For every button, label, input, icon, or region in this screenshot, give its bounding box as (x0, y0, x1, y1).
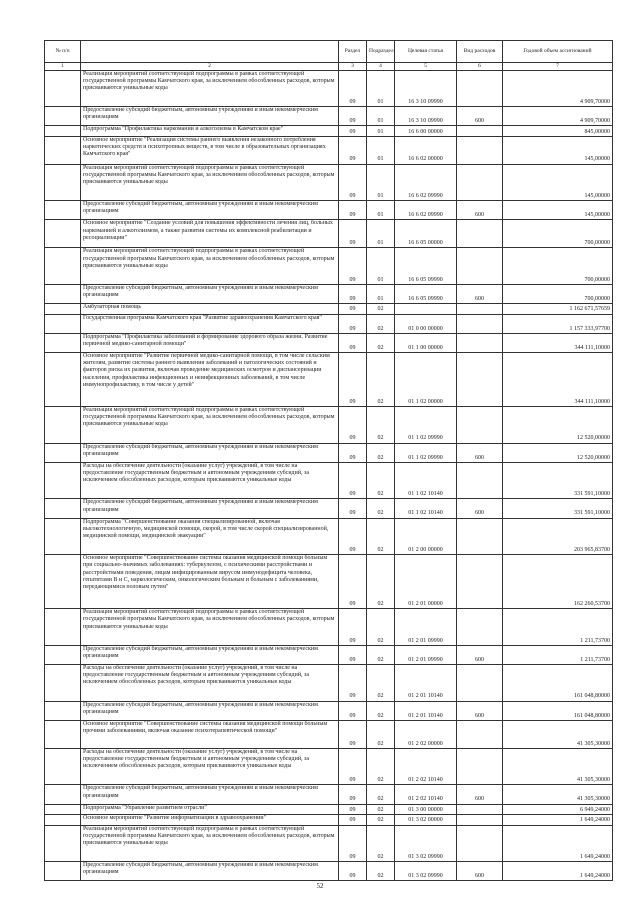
row-name-cell: Предоставление субсидий бюджетным, автономным учреждениям и иным некоммерческим организациям (81, 201, 339, 220)
table-row (45, 862, 613, 881)
row-number-cell (45, 284, 81, 303)
row-number-cell (45, 164, 81, 201)
row-number-cell (45, 407, 81, 444)
row-name-cell: Предоставление субсидий бюджетным, автономным учреждениям и иным некоммерческим организациям (81, 107, 339, 126)
row-target-cell: 16 3 10 09990 (395, 107, 457, 126)
row-expense-cell (457, 136, 503, 164)
row-name-cell: Основное мероприятие "Развитие информатизации в здравоохранении" (81, 815, 339, 826)
header-index: 6 (457, 63, 503, 71)
row-number-cell (45, 314, 81, 333)
row-subsection-cell: 02 (367, 555, 395, 609)
row-expense-cell: 600 (457, 785, 503, 804)
row-number-cell (45, 815, 81, 826)
row-target-cell: 01 1 02 09990 (395, 407, 457, 444)
row-expense-cell: 600 (457, 443, 503, 462)
row-section-cell: 09 (339, 284, 367, 303)
row-expense-cell (457, 407, 503, 444)
row-target-cell: 01 1 02 00000 (395, 353, 457, 407)
row-name-cell: Предоставление субсидий бюджетным, автономным учреждениям и иным некоммерческим организациям (81, 443, 339, 462)
row-section-cell: 09 (339, 815, 367, 826)
row-subsection-cell: 02 (367, 862, 395, 881)
row-subsection-cell: 02 (367, 645, 395, 664)
row-name-cell: Предоставление субсидий бюджетным, автономным учреждениям и иным некоммерческим организациям (81, 499, 339, 518)
header-index: 7 (503, 63, 613, 71)
row-name-cell: Расходы на обеспечение деятельности (оказание услуг) учреждений, в том числе на предоставление государственным бюджетным и автономным учреждениям субсидий, за исключением обособленных расходов, которым присваиваются уникальные коды (81, 748, 339, 785)
row-expense-cell (457, 825, 503, 862)
row-subsection-cell: 02 (367, 785, 395, 804)
row-subsection-cell: 02 (367, 701, 395, 720)
row-section-cell: 09 (339, 862, 367, 881)
row-amount-cell: 331 591,10000 (503, 499, 613, 518)
table-row (45, 126, 613, 137)
row-expense-cell (457, 720, 503, 748)
table-row (45, 70, 613, 107)
row-expense-cell (457, 304, 503, 315)
row-target-cell: 16 3 10 09990 (395, 70, 457, 107)
row-number-cell (45, 107, 81, 126)
row-target-cell: 01 2 00 00000 (395, 518, 457, 555)
row-section-cell: 09 (339, 333, 367, 352)
row-amount-cell: 1 157 333,97700 (503, 314, 613, 333)
row-name-cell: Реализация мероприятий соответствующей подпрограммы в рамках соответствующей государственной программы Камчатского края, за исключением обособленных расходов, которым присваиваются уникальные коды (81, 609, 339, 646)
row-section-cell: 09 (339, 701, 367, 720)
table-row (45, 785, 613, 804)
row-subsection-cell: 02 (367, 499, 395, 518)
row-name-cell: Основное мероприятие "Совершенствование системы оказания медицинской помощи больным прочими заболеваниями, включая оказание психотерапевтической помощи" (81, 720, 339, 748)
header-expense: Вид расходов (457, 41, 503, 63)
row-subsection-cell: 02 (367, 314, 395, 333)
row-number-cell (45, 443, 81, 462)
row-target-cell: 01 2 01 10140 (395, 701, 457, 720)
row-name-cell: Подпрограмма "Профилактика заболеваний и формирование здорового образа жизни. Развитие первичной медико-санитарной помощи" (81, 333, 339, 352)
table-row (45, 720, 613, 748)
row-section-cell: 09 (339, 665, 367, 702)
row-section-cell: 09 (339, 609, 367, 646)
row-amount-cell: 145,00000 (503, 136, 613, 164)
row-expense-cell (457, 518, 503, 555)
row-target-cell: 01 3 00 00000 (395, 804, 457, 815)
row-amount-cell: 12 520,00000 (503, 407, 613, 444)
row-amount-cell: 12 520,00000 (503, 443, 613, 462)
row-number-cell (45, 701, 81, 720)
row-expense-cell: 600 (457, 701, 503, 720)
row-section-cell: 09 (339, 462, 367, 499)
row-amount-cell: 4 909,70000 (503, 70, 613, 107)
row-amount-cell: 1 162 671,57659 (503, 304, 613, 315)
row-amount-cell: 41 305,30000 (503, 748, 613, 785)
row-section-cell: 09 (339, 248, 367, 285)
row-target-cell: 01 2 01 00000 (395, 555, 457, 609)
row-target-cell: 01 1 00 00000 (395, 333, 457, 352)
row-number-cell (45, 785, 81, 804)
row-subsection-cell: 01 (367, 164, 395, 201)
row-number-cell (45, 70, 81, 107)
row-amount-cell: 700,00000 (503, 248, 613, 285)
row-name-cell: Предоставление субсидий бюджетным, автономным учреждениям и иным некоммерческим организациям (81, 284, 339, 303)
row-target-cell: 01 0 00 00000 (395, 314, 457, 333)
row-amount-cell: 4 909,70000 (503, 107, 613, 126)
row-number-cell (45, 665, 81, 702)
row-section-cell: 09 (339, 645, 367, 664)
row-subsection-cell: 02 (367, 462, 395, 499)
row-expense-cell: 600 (457, 499, 503, 518)
header-subsection: Подраздел (367, 41, 395, 63)
table-row (45, 220, 613, 248)
row-name-cell: Расходы на обеспечение деятельности (оказание услуг) учреждений, в том числе на предоставление государственным бюджетным и автономным учреждениям субсидий, за исключением обособленных расходов, которым присваиваются уникальные коды (81, 462, 339, 499)
row-target-cell: 16 6 05 00000 (395, 220, 457, 248)
row-subsection-cell: 02 (367, 443, 395, 462)
row-section-cell: 09 (339, 70, 367, 107)
table-row (45, 609, 613, 646)
row-section-cell: 09 (339, 785, 367, 804)
row-expense-cell (457, 804, 503, 815)
row-number-cell (45, 825, 81, 862)
row-expense-cell: 600 (457, 107, 503, 126)
table-row (45, 665, 613, 702)
row-target-cell: 16 6 02 00000 (395, 136, 457, 164)
row-target-cell: 16 6 02 09990 (395, 201, 457, 220)
row-target-cell: 01 3 02 00000 (395, 815, 457, 826)
row-target-cell: 01 1 02 09990 (395, 443, 457, 462)
row-subsection-cell: 01 (367, 126, 395, 137)
row-expense-cell (457, 609, 503, 646)
row-number-cell (45, 645, 81, 664)
row-target-cell: 01 3 02 09990 (395, 862, 457, 881)
header-number: № п/п (45, 41, 81, 63)
row-amount-cell: 331 591,10000 (503, 462, 613, 499)
row-amount-cell: 41 305,30000 (503, 720, 613, 748)
table-row (45, 815, 613, 826)
table-row (45, 353, 613, 407)
table-header (45, 41, 613, 71)
row-name-cell: Государственная программа Камчатского края "Развитие здравоохранения Камчатского края" (81, 314, 339, 333)
row-number-cell (45, 518, 81, 555)
row-number-cell (45, 353, 81, 407)
row-name-cell: Основное мероприятие "Развитие первичной медико-санитарной помощи, в том числе сельским жителям, развитие системы раннего выявления заболеваний и патологических состояний и факторов риска их развития, включая проведение медицинских осмотров и диспансеризации населения, профилактика инфекционных и неинфекционных заболеваний, в том числе иммунопрофилактику, в том числе у детей" (81, 353, 339, 407)
table-row (45, 333, 613, 352)
row-target-cell: 16 6 05 09990 (395, 248, 457, 285)
row-subsection-cell: 02 (367, 333, 395, 352)
row-name-cell: Предоставление субсидий бюджетным, автономным учреждениям и иным некоммерческим организациям (81, 862, 339, 881)
row-expense-cell (457, 555, 503, 609)
row-target-cell: 01 2 01 09990 (395, 645, 457, 664)
row-expense-cell (457, 248, 503, 285)
row-expense-cell (457, 353, 503, 407)
row-target-cell: 01 2 01 10140 (395, 665, 457, 702)
table-row (45, 136, 613, 164)
row-amount-cell: 344 111,10000 (503, 333, 613, 352)
row-expense-cell (457, 126, 503, 137)
header-index: 1 (45, 63, 81, 71)
row-subsection-cell: 02 (367, 804, 395, 815)
header-index: 3 (339, 63, 367, 71)
row-number-cell (45, 555, 81, 609)
table-row (45, 701, 613, 720)
table-row (45, 201, 613, 220)
header-name (81, 41, 339, 63)
row-amount-cell: 1 649,24000 (503, 825, 613, 862)
row-amount-cell: 1 211,73700 (503, 645, 613, 664)
row-amount-cell: 344 111,10000 (503, 353, 613, 407)
row-amount-cell: 145,00000 (503, 201, 613, 220)
header-target: Целевая статья (395, 41, 457, 63)
row-section-cell: 09 (339, 518, 367, 555)
row-target-cell: 01 2 02 00000 (395, 720, 457, 748)
header-index: 2 (81, 63, 339, 71)
row-expense-cell (457, 164, 503, 201)
row-subsection-cell: 01 (367, 201, 395, 220)
row-name-cell: Основное мероприятие "Реализация системы раннего выявления незаконного потребления наркотических средств и психотропных веществ, в том числе в образовательных организациях Камчатского края" (81, 136, 339, 164)
row-subsection-cell: 01 (367, 248, 395, 285)
row-expense-cell (457, 333, 503, 352)
row-name-cell: Предоставление субсидий бюджетным, автономным учреждениям и иным некоммерческим организациям (81, 785, 339, 804)
row-name-cell: Реализация мероприятий соответствующей подпрограммы в рамках соответствующей государственной программы Камчатского края, за исключением обособленных расходов, которым присваиваются уникальные коды (81, 248, 339, 285)
row-target-cell: 01 2 02 10140 (395, 748, 457, 785)
row-name-cell: Подпрограмма "Совершенствование оказания специализированной, включая высокотехнологичную, медицинской помощи, скорой, в том числе скорой специализированной, медицинской помощи, медицинской эвакуации" (81, 518, 339, 555)
row-amount-cell: 161 048,80000 (503, 701, 613, 720)
row-name-cell: Реализация мероприятий соответствующей подпрограммы в рамках соответствующей государственной программы Камчатского края, за исключением обособленных расходов, которым присваиваются уникальные коды (81, 70, 339, 107)
row-name-cell: Подпрограмма "Управление развитием отрасли" (81, 804, 339, 815)
row-section-cell: 09 (339, 126, 367, 137)
row-section-cell: 09 (339, 499, 367, 518)
row-number-cell (45, 609, 81, 646)
row-name-cell: Амбулаторная помощь (81, 304, 339, 315)
table-body (45, 70, 613, 881)
row-amount-cell: 700,00000 (503, 220, 613, 248)
row-amount-cell: 1 649,24000 (503, 815, 613, 826)
table-row (45, 804, 613, 815)
table-row (45, 304, 613, 315)
row-expense-cell: 600 (457, 862, 503, 881)
row-amount-cell: 700,00000 (503, 284, 613, 303)
page-number: 52 (316, 882, 324, 890)
row-section-cell: 09 (339, 220, 367, 248)
row-amount-cell: 161 048,80000 (503, 665, 613, 702)
row-number-cell (45, 804, 81, 815)
row-target-cell: 01 1 02 10140 (395, 499, 457, 518)
row-target-cell: 01 2 02 10140 (395, 785, 457, 804)
row-name-cell: Основное мероприятие "Совершенствование системы оказания медицинской помощи больным при социально-значимых заболеваниях: туберкулезом, с психическими расстройствами и расстройствами поведения, лицам инфицированным вирусом иммунодефицита человека, гепатитами В и С, наркологическим, онкологическим больным и больным с заболеваниями, передающимися половым путем" (81, 555, 339, 609)
row-subsection-cell: 02 (367, 353, 395, 407)
row-subsection-cell: 02 (367, 665, 395, 702)
row-name-cell: Реализация мероприятий соответствующей подпрограммы в рамках соответствующей государственной программы Камчатского края, за исключением обособленных расходов, которым присваиваются уникальные коды (81, 825, 339, 862)
row-section-cell: 09 (339, 304, 367, 315)
table-row (45, 748, 613, 785)
table-row (45, 462, 613, 499)
row-expense-cell (457, 70, 503, 107)
row-subsection-cell: 01 (367, 220, 395, 248)
table-row (45, 248, 613, 285)
row-section-cell: 09 (339, 201, 367, 220)
row-expense-cell (457, 748, 503, 785)
row-amount-cell: 1 211,73700 (503, 609, 613, 646)
row-section-cell: 09 (339, 353, 367, 407)
row-subsection-cell: 02 (367, 825, 395, 862)
row-target-cell: 01 3 02 09990 (395, 825, 457, 862)
row-expense-cell (457, 220, 503, 248)
table-row (45, 314, 613, 333)
table-row (45, 443, 613, 462)
row-subsection-cell: 02 (367, 609, 395, 646)
row-subsection-cell: 02 (367, 720, 395, 748)
row-name-cell: Подпрограмма "Профилактика наркомании и алкоголизма в Камчатском крае" (81, 126, 339, 137)
header-index: 4 (367, 63, 395, 71)
row-amount-cell: 1 649,24000 (503, 862, 613, 881)
row-subsection-cell: 02 (367, 407, 395, 444)
row-section-cell: 09 (339, 720, 367, 748)
budget-table (44, 40, 613, 881)
header-index: 5 (395, 63, 457, 71)
row-section-cell: 09 (339, 164, 367, 201)
row-subsection-cell: 02 (367, 815, 395, 826)
row-section-cell: 09 (339, 443, 367, 462)
row-name-cell: Реализация мероприятий соответствующей подпрограммы в рамках соответствующей государственной программы Камчатского края, за исключением обособленных расходов, которым присваиваются уникальные коды (81, 407, 339, 444)
row-number-cell (45, 748, 81, 785)
row-expense-cell (457, 462, 503, 499)
row-amount-cell: 845,00000 (503, 126, 613, 137)
table-row (45, 555, 613, 609)
row-subsection-cell: 02 (367, 518, 395, 555)
row-number-cell (45, 462, 81, 499)
row-amount-cell: 162 260,53700 (503, 555, 613, 609)
row-target-cell (395, 304, 457, 315)
row-expense-cell (457, 314, 503, 333)
row-name-cell: Предоставление субсидий бюджетным, автономным учреждениям и иным некоммерческим организациям (81, 645, 339, 664)
row-expense-cell: 600 (457, 284, 503, 303)
row-section-cell: 09 (339, 136, 367, 164)
row-number-cell (45, 126, 81, 137)
row-target-cell: 16 6 00 00000 (395, 126, 457, 137)
row-target-cell: 16 6 05 09990 (395, 284, 457, 303)
header-amount: Годовой объем ассигнований (503, 41, 613, 63)
row-name-cell: Предоставление субсидий бюджетным, автономным учреждениям и иным некоммерческим организациям (81, 701, 339, 720)
row-name-cell: Реализация мероприятий соответствующей подпрограммы в рамках соответствующей государственной программы Камчатского края, за исключением обособленных расходов, которым присваиваются уникальные коды (81, 164, 339, 201)
table-row (45, 825, 613, 862)
row-expense-cell (457, 665, 503, 702)
row-expense-cell: 600 (457, 645, 503, 664)
table-row (45, 164, 613, 201)
table-row (45, 645, 613, 664)
row-number-cell (45, 499, 81, 518)
row-amount-cell: 145,00000 (503, 164, 613, 201)
row-number-cell (45, 248, 81, 285)
row-number-cell (45, 136, 81, 164)
table-row (45, 518, 613, 555)
row-expense-cell (457, 815, 503, 826)
row-subsection-cell: 01 (367, 70, 395, 107)
row-target-cell: 16 6 02 09990 (395, 164, 457, 201)
row-subsection-cell: 02 (367, 748, 395, 785)
row-number-cell (45, 720, 81, 748)
table-row (45, 407, 613, 444)
row-expense-cell: 600 (457, 201, 503, 220)
row-number-cell (45, 333, 81, 352)
row-subsection-cell: 01 (367, 284, 395, 303)
row-section-cell: 09 (339, 107, 367, 126)
table-row (45, 499, 613, 518)
table-row (45, 284, 613, 303)
row-section-cell: 09 (339, 555, 367, 609)
row-name-cell: Расходы на обеспечение деятельности (оказание услуг) учреждений, в том числе на предоставление государственным бюджетным и автономным учреждениям субсидий, за исключением обособленных расходов, которым присваиваются уникальные коды (81, 665, 339, 702)
row-target-cell: 01 2 01 09990 (395, 609, 457, 646)
row-subsection-cell: 01 (367, 136, 395, 164)
row-amount-cell: 203 965,83700 (503, 518, 613, 555)
row-amount-cell: 41 305,30000 (503, 785, 613, 804)
row-subsection-cell: 01 (367, 107, 395, 126)
row-name-cell: Основное мероприятие "Создание условий для повышения эффективности лечения лиц, больных наркоманией и алкоголизмом, а также развития системы их комплексной реабилитации и ресоциализации" (81, 220, 339, 248)
row-number-cell (45, 304, 81, 315)
row-section-cell: 09 (339, 314, 367, 333)
row-number-cell (45, 220, 81, 248)
row-section-cell: 09 (339, 804, 367, 815)
header-section: Раздел (339, 41, 367, 63)
row-target-cell: 01 1 02 10140 (395, 462, 457, 499)
row-number-cell (45, 862, 81, 881)
row-amount-cell: 6 949,24000 (503, 804, 613, 815)
row-subsection-cell: 02 (367, 304, 395, 315)
row-section-cell: 09 (339, 825, 367, 862)
row-section-cell: 09 (339, 748, 367, 785)
table-row (45, 107, 613, 126)
row-number-cell (45, 201, 81, 220)
row-section-cell: 09 (339, 407, 367, 444)
